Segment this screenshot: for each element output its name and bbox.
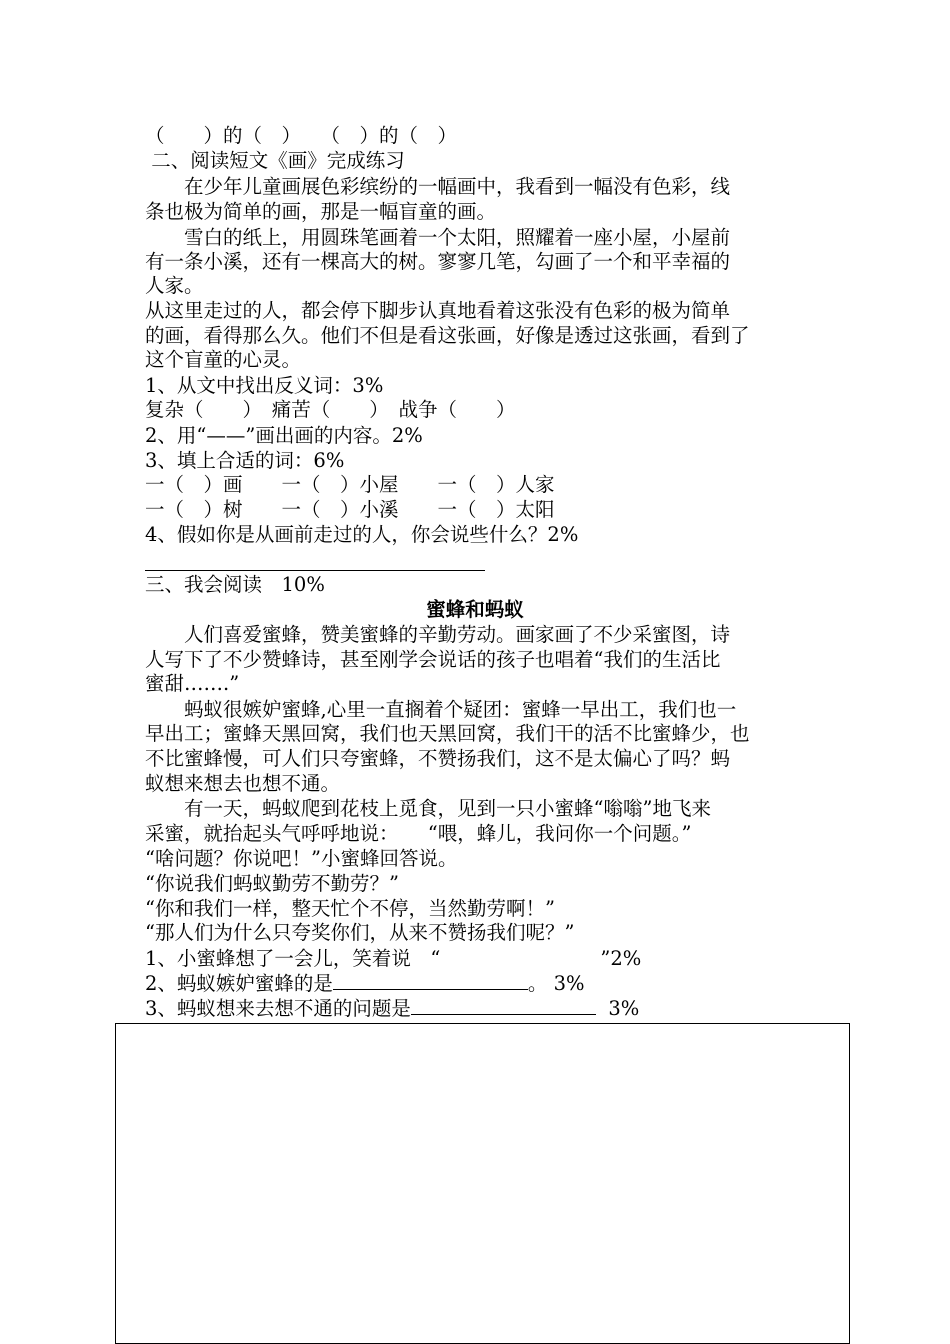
dialogue-line: “你和我们一样，整天忙个不停，当然勤劳啊！”	[145, 897, 555, 920]
question-1: 1、从文中找出反义词：3%	[145, 374, 384, 397]
answer-box	[115, 1023, 850, 1344]
passage-line: 人家。	[145, 274, 204, 297]
story-line: 人们喜爱蜜蜂，赞美蜜蜂的辛勤劳动。画家画了不少采蜜图，诗	[145, 623, 731, 646]
passage-line: 的画，看得那么久。他们不但是看这张画，好像是透过这张画，看到了	[145, 324, 750, 347]
story-line: 蚁想来想去也想不通。	[145, 772, 341, 795]
fill-in-line: （ ）的（ ） （ ）的（ ）	[145, 124, 458, 147]
section-heading-3: 三、我会阅读 10%	[145, 573, 325, 596]
story-question-1	[145, 946, 810, 971]
story-line: 蚂蚁很嫉妒蜜蜂,心里一直搁着个疑团：蜜蜂一早出工，我们也一	[145, 698, 737, 721]
story-line: 蜜甜…….”	[145, 672, 240, 695]
antonym-line: 复杂（ ） 痛苦（ ） 战争（ ）	[145, 398, 516, 421]
question-score: 。 3%	[527, 972, 585, 995]
passage-line: 从这里走过的人，都会停下脚步认真地看着这张没有色彩的极为简单	[145, 299, 731, 322]
story-line: 有一天，蚂蚁爬到花枝上觅食，见到一只小蜜蜂“嗡嗡”地飞来	[145, 797, 711, 820]
question-text: 2、蚂蚁嫉妒蜜蜂的是	[145, 972, 333, 995]
passage-line: 条也极为简单的画，那是一幅盲童的画。	[145, 200, 497, 223]
answer-blank	[333, 971, 528, 990]
dialogue-line: “你说我们蚂蚁勤劳不勤劳？”	[145, 872, 399, 895]
question-text: 3、蚂蚁想来去想不通的问题是	[145, 997, 411, 1020]
story-line: 早出工；蜜蜂天黑回窝，我们也天黑回窝，我们干的活不比蜜蜂少，也	[145, 722, 750, 745]
question-score: ”2%	[600, 947, 642, 970]
passage-line: 在少年儿童画展色彩缤纷的一幅画中，我看到一幅没有色彩，线	[145, 175, 731, 198]
story-question-3	[145, 996, 810, 1021]
answer-blank	[411, 996, 596, 1015]
story-line: 采蜜，就抬起头气呼呼地说： “喂，蜂儿，我问你一个问题。”	[145, 822, 692, 845]
story-line: 人写下了不少赞蜂诗，甚至刚学会说话的孩子也唱着“我们的生活比	[145, 648, 721, 671]
dialogue-line: “那人们为什么只夸奖你们，从来不赞扬我们呢？”	[145, 921, 575, 944]
question-score: 3%	[595, 997, 640, 1020]
passage-line: 雪白的纸上，用圆珠笔画着一个太阳，照耀着一座小屋，小屋前	[145, 226, 731, 249]
story-line: 不比蜜蜂慢，可人们只夸蜜蜂，不赞扬我们，这不是太偏心了吗？蚂	[145, 747, 731, 770]
word-fill-line: 一（ ）树 一（ ）小溪 一（ ）太阳	[145, 498, 555, 521]
answer-line	[145, 570, 485, 571]
story-question-2	[145, 971, 810, 996]
answer-blank	[440, 947, 600, 965]
section-heading-2: 二、阅读短文《画》完成练习	[145, 149, 405, 172]
question-2: 2、用“——”画出画的内容。2%	[145, 424, 423, 447]
question-text: 1、小蜜蜂想了一会儿，笑着说 “	[145, 947, 441, 970]
word-fill-line: 一（ ）画 一（ ）小屋 一（ ）人家	[145, 473, 555, 496]
question-3: 3、填上合适的词：6%	[145, 449, 345, 472]
passage-line: 有一条小溪，还有一棵高大的树。寥寥几笔，勾画了一个和平幸福的	[145, 250, 731, 273]
question-4: 4、假如你是从画前走过的人，你会说些什么？2%	[145, 523, 579, 546]
dialogue-line: “啥问题？你说吧！”小蜜蜂回答说。	[145, 847, 458, 870]
passage-line: 这个盲童的心灵。	[145, 348, 302, 371]
story-title: 蜜蜂和蚂蚁	[426, 598, 524, 621]
